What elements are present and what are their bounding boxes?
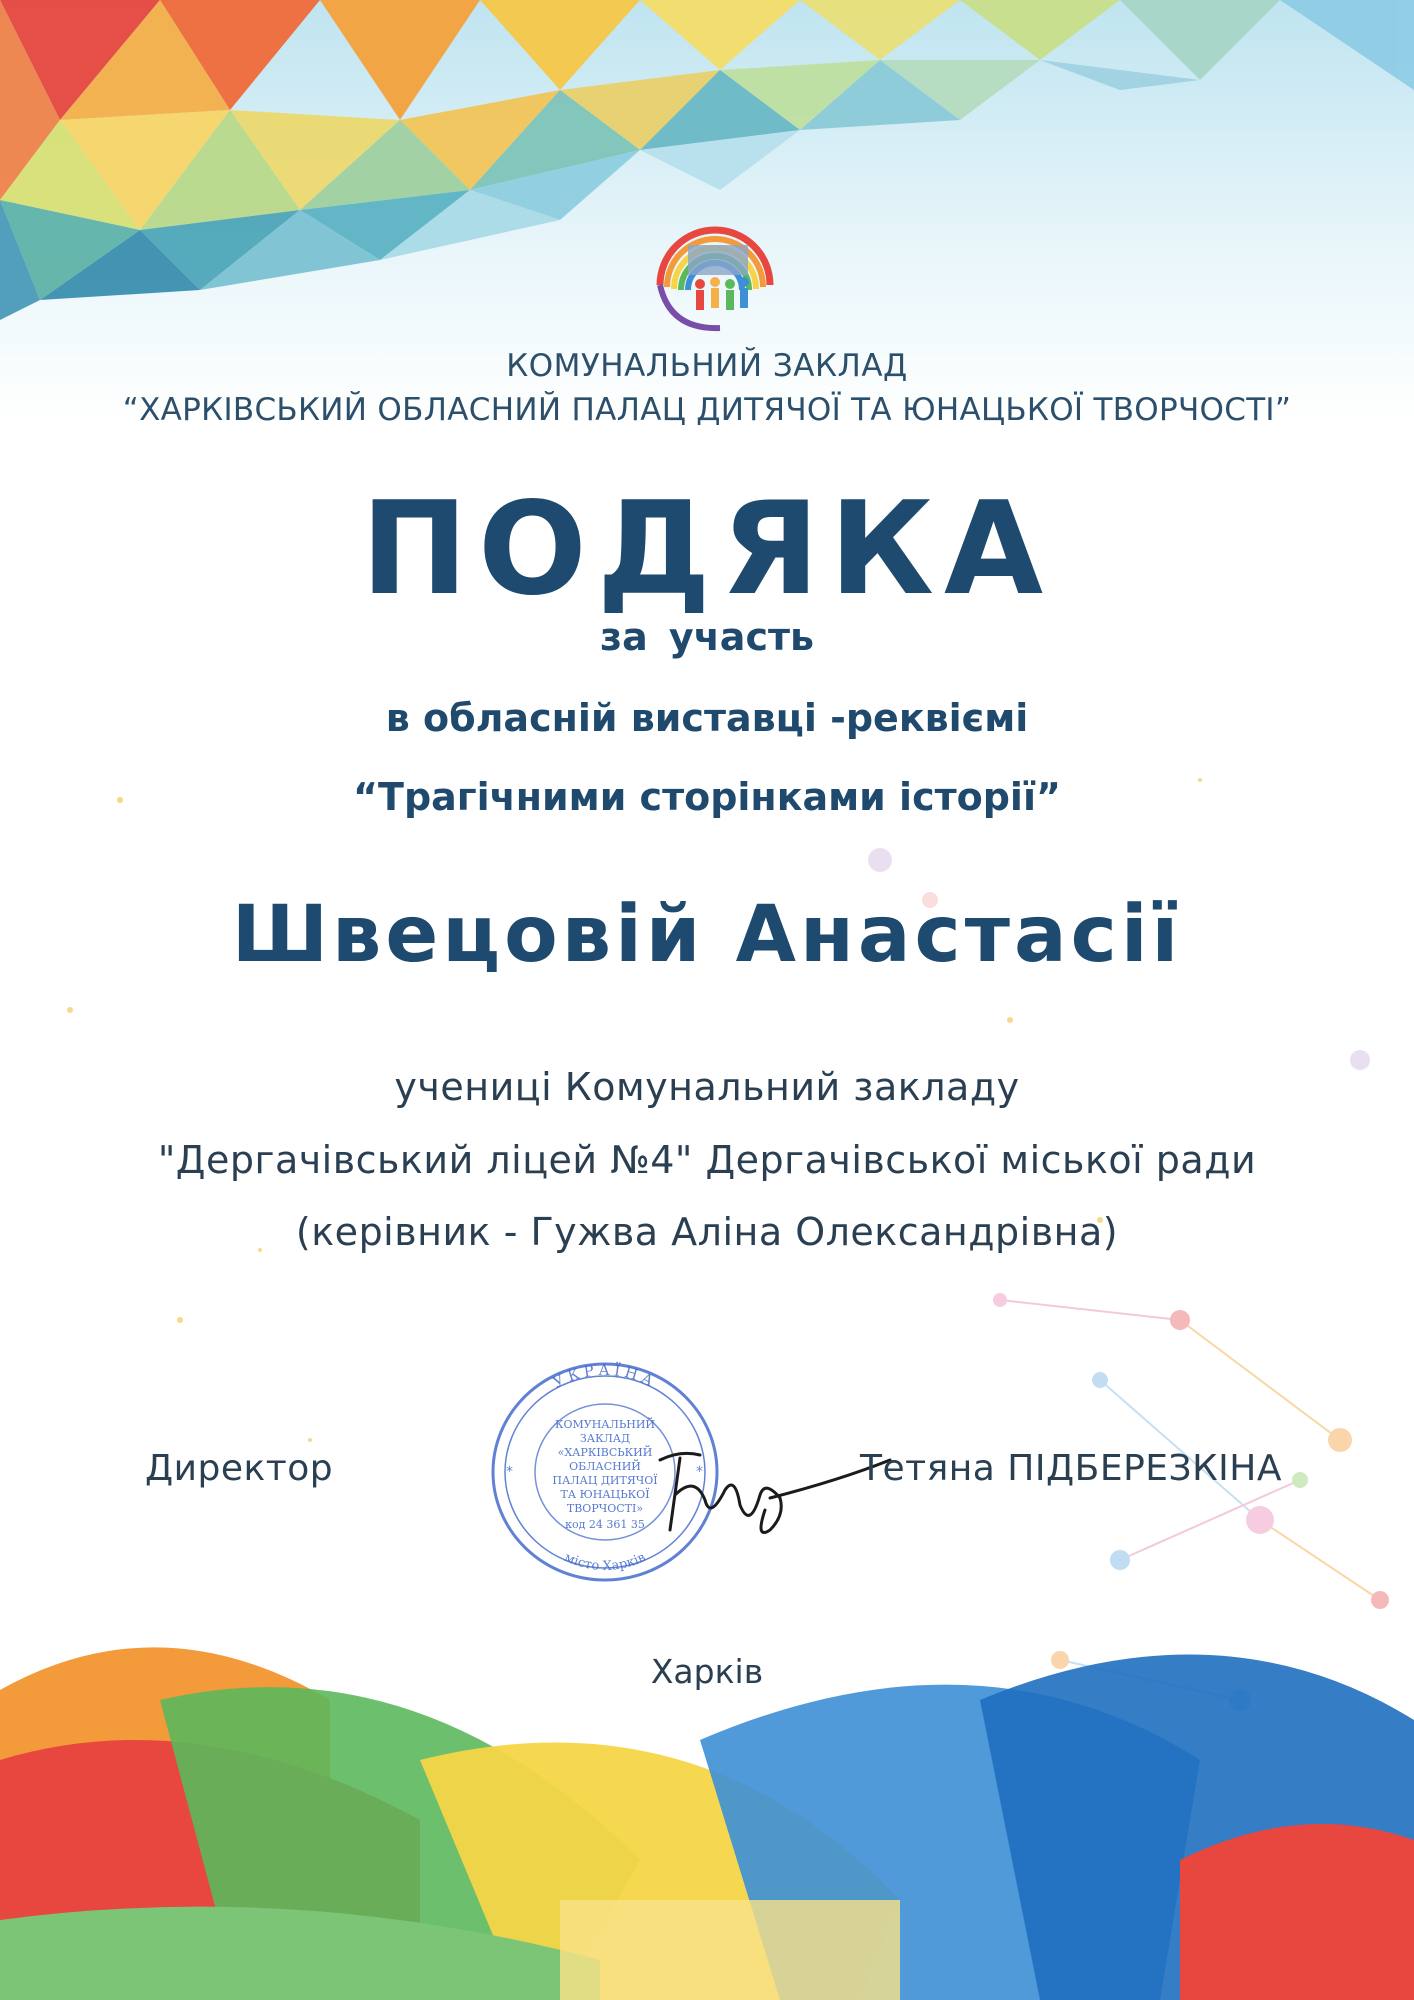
rainbow-logo-icon: [630, 190, 800, 340]
recipient-name: Швецовій Анастасії: [231, 890, 1183, 980]
stamp-inner-line: ЗАКЛАД: [579, 1432, 631, 1445]
organization-name: “ХАРКІВСЬКИЙ ОБЛАСНИЙ ПАЛАЦ ДИТЯЧОЇ ТА ЮНАЦЬКОЇ ТВОРЧОСТІ”: [122, 392, 1292, 428]
stamp-inner-line: «ХАРКІВСЬКИЙ: [557, 1446, 653, 1459]
issue-city: Харків: [650, 1652, 764, 1691]
svg-text:місто Харків: [562, 1550, 648, 1574]
svg-text:УКРАЇНА: [550, 1361, 660, 1392]
recipient-description-2: "Дергачівський ліцей №4" Дергачівської міської ради: [157, 1138, 1257, 1182]
svg-text:*: *: [696, 1464, 703, 1480]
stamp-bottom-text: місто Харків: [562, 1550, 648, 1575]
reason-line-1: за участь: [599, 615, 815, 659]
svg-text:*: *: [506, 1464, 513, 1480]
stamp-top-text: УКРАЇНА: [549, 1360, 661, 1392]
stamp-inner-line: КОМУНАЛЬНИЙ: [554, 1418, 656, 1431]
stamp-inner-line: ПАЛАЦ ДИТЯЧОЇ: [552, 1474, 658, 1487]
reason-line-2: в обласній виставці -реквіємі: [385, 696, 1029, 740]
director-title: Директор: [145, 1448, 334, 1489]
stamp-inner-line: ТВОРЧОСТІ»: [566, 1502, 644, 1515]
event-name: “Трагічними сторінками історії”: [353, 775, 1061, 819]
director-signature: [640, 1420, 900, 1570]
recipient-description-1: учениці Комунальний закладу: [394, 1065, 1020, 1109]
stamp-inner-line: ОБЛАСНИЙ: [569, 1460, 641, 1473]
certificate-title: ПОДЯКА: [360, 475, 1054, 624]
organization-type: КОМУНАЛЬНИЙ ЗАКЛАД: [506, 348, 908, 384]
recipient-description-3: (керівник - Гужва Аліна Олександрівна): [295, 1210, 1119, 1254]
stamp-inner-line: код 24 361 35: [565, 1518, 645, 1531]
director-name: Тетяна ПІДБЕРЕЗКІНА: [860, 1448, 1282, 1489]
stamp-inner-line: ТА ЮНАЦЬКОЇ: [560, 1488, 650, 1501]
